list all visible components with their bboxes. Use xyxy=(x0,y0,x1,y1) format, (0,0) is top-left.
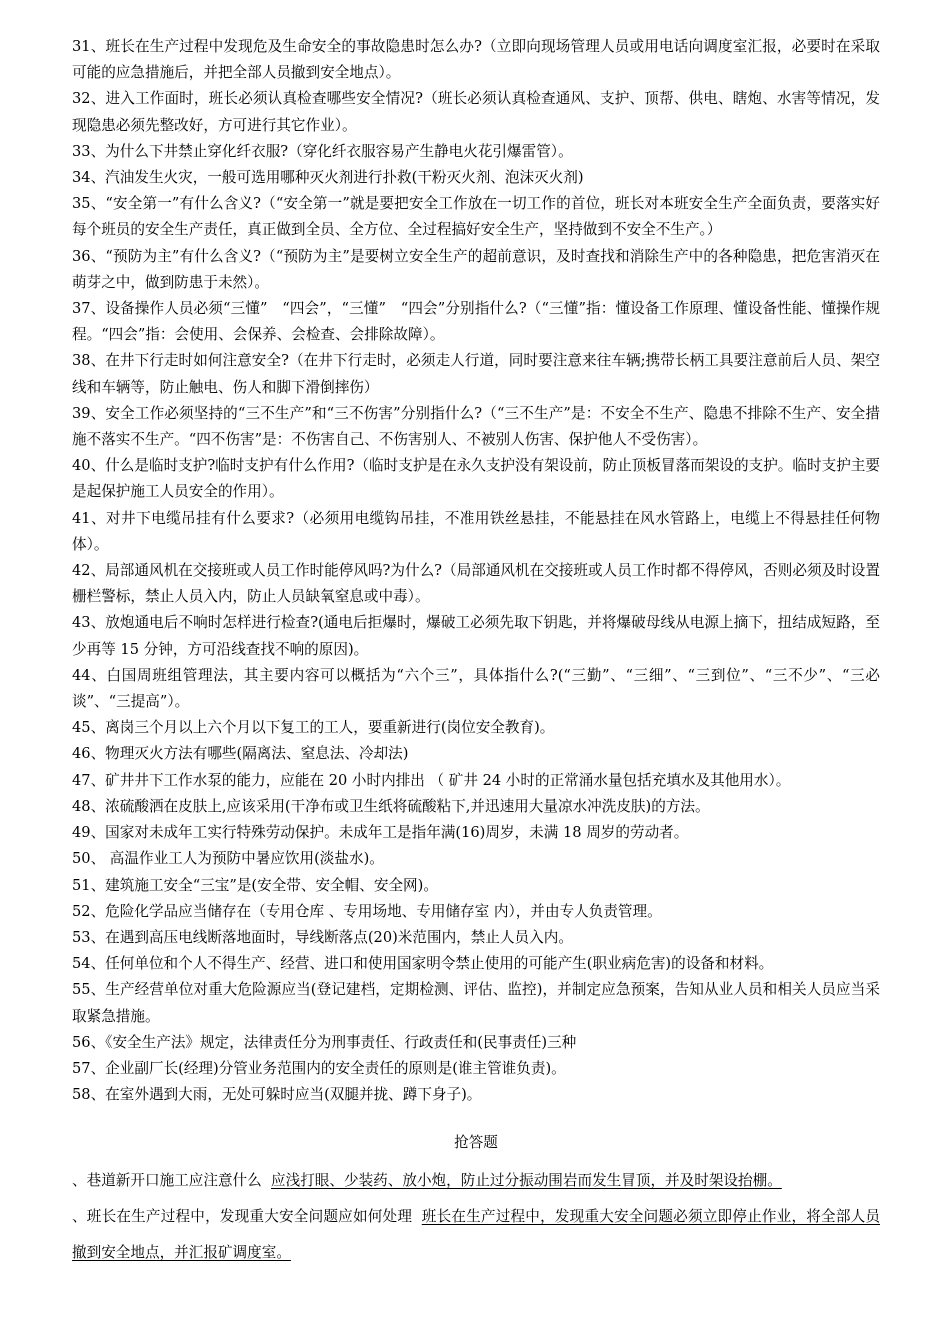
item-51: 51、建筑施工安全“三宝”是(安全带、安全帽、安全网)。 xyxy=(72,876,438,894)
item-42: 42、局部通风机在交接班或人员工作时能停风吗?为什么?（局部通风机在交接班或人员工作时都不得停风，否则必须及时设置栅栏警标，禁止人员入内，防止人员缺氧窒息或中毒）。 xyxy=(72,562,880,606)
quick-question-2 xyxy=(72,1199,880,1271)
item-47: 47、矿井井下工作水泵的能力，应能在 20 小时内排出 （ 矿井 24 小时的正常涌水量包括充填水及其他用水）。 xyxy=(72,771,791,789)
question-text: 、班长在生产过程中，发现重大安全问题应如何处理 xyxy=(72,1207,413,1225)
item-54: 54、任何单位和个人不得生产、经营、进口和使用国家明令禁止使用的可能产生(职业病危害)的设备和材料。 xyxy=(72,955,774,973)
item-50: 50、 高温作业工人为预防中暑应饮用(淡盐水)。 xyxy=(72,850,384,868)
item-32: 32、进入工作面时，班长必须认真检查哪些安全情况?（班长必须认真检查通风、支护、顶帮、供电、瞎炮、水害等情况，发现隐患必须先整改好，方可进行其它作业）。 xyxy=(72,90,880,134)
item-53: 53、在遇到高压电线断落地面时，导线断落点(20)米范围内，禁止人员入内。 xyxy=(72,928,573,946)
item-45: 45、离岗三个月以上六个月以下复工的工人，要重新进行(岗位安全教育)。 xyxy=(72,719,555,737)
section-title: 抢答题 xyxy=(454,1134,498,1152)
item-34: 34、汽油发生火灾，一般可选用哪种灭火剂进行扑救(干粉灭火剂、泡沫灭火剂) xyxy=(72,169,584,187)
question-text: 、巷道新开口施工应注意什么 xyxy=(72,1171,262,1189)
quick-question-1 xyxy=(72,1163,880,1199)
item-49: 49、国家对未成年工实行特殊劳动保护。未成年工是指年满(16)周岁，未满 18 周岁的劳动者。 xyxy=(72,824,689,842)
document-page xyxy=(72,34,880,1271)
item-40: 40、什么是临时支护?临时支护有什么作用?（临时支护是在永久支护没有架设前，防止顶板冒落而架设的支护。临时支护主要是起保护施工人员安全的作用）。 xyxy=(72,457,880,501)
item-33: 33、为什么下井禁止穿化纤衣服?（穿化纤衣服容易产生静电火花引爆雷管）。 xyxy=(72,142,573,160)
item-38: 38、在井下行走时如何注意安全?（在井下行走时，必须走人行道，同时要注意来往车辆;携带长柄工具要注意前后人员、架空线和车辆等，防止触电、伤人和脚下滑倒摔伤） xyxy=(72,352,880,396)
item-52: 52、危险化学品应当储存在（专用仓库 、专用场地、专用储存室 内），并由专人负责管理。 xyxy=(72,902,662,920)
item-35: 35、“安全第一”有什么含义?（“安全第一”就是要把安全工作放在一切工作的首位，班长对本班安全生产全面负责，要落实好每个班员的安全生产责任，真正做到全员、全方位、全过程搞好安全生产，坚持做到不安全不生产。） xyxy=(72,195,880,239)
item-48: 48、浓硫酸洒在皮肤上,应该采用(干净布或卫生纸将硫酸粘下,并迅速用大量凉水冲洗皮肤)的方法。 xyxy=(72,797,710,815)
answer-text: 应浅打眼、少装药、放小炮，防止过分振动围岩而发生冒顶，并及时架设抬棚。 xyxy=(271,1171,782,1189)
item-57: 57、企业副厂长(经理)分管业务范围内的安全责任的原则是(谁主管谁负责)。 xyxy=(72,1059,566,1077)
item-31: 31、班长在生产过程中发现危及生命安全的事故隐患时怎么办?（立即向现场管理人员或用电话向调度室汇报，必要时在采取可能的应急措施后，并把全部人员撤到安全地点）。 xyxy=(72,38,880,82)
item-56: 56、《安全生产法》规定，法律责任分为刑事责任、行政责任和(民事责任)三种 xyxy=(72,1033,577,1051)
item-58: 58、在室外遇到大雨，无处可躲时应当(双腿并拢、蹲下身子)。 xyxy=(72,1086,482,1104)
answer-text: 班长在生产过程中，发现重大安全问题必须立即停止作业，将全部人员撤到安全地点，并汇报矿调度室。 xyxy=(72,1207,880,1261)
item-39: 39、安全工作必须坚持的“三不生产”和“三不伤害”分别指什么?（“三不生产”是：不安全不生产、隐患不排除不生产、安全措施不落实不生产。“四不伤害”是：不伤害自己、不伤害别人、不被别人伤害、保护他人不受伤害）。 xyxy=(72,404,880,449)
item-37: 37、设备操作人员必须“三懂” “四会”，“三懂” “四会”分别指什么?（“三懂”指：懂设备工作原理、懂设备性能、懂操作规程。“四会”指：会使用、会保养、会检查、会排除故障）。 xyxy=(72,300,880,344)
item-41: 41、对井下电缆吊挂有什么要求?（必须用电缆钩吊挂，不准用铁丝悬挂，不能悬挂在风水管路上，电缆上不得悬挂任何物体）。 xyxy=(72,509,880,553)
item-43: 43、放炮通电后不响时怎样进行检查?(通电后拒爆时，爆破工必须先取下钥匙，并将爆破母线从电源上摘下，扭结成短路，至少再等 15 分钟，方可沿线查找不响的原因)。 xyxy=(72,614,880,658)
item-36: 36、“预防为主”有什么含义?（“预防为主”是要树立安全生产的超前意识，及时查找和消除生产中的各种隐患，把危害消灭在萌芽之中，做到防患于未然）。 xyxy=(72,247,880,291)
item-55: 55、生产经营单位对重大危险源应当(登记建档，定期检测、评估、监控)，并制定应急预案，告知从业人员和相关人员应当采取紧急措施。 xyxy=(72,981,880,1025)
item-46: 46、物理灭火方法有哪些(隔离法、窒息法、冷却法) xyxy=(72,745,409,763)
item-44: 44、白国周班组管理法，其主要内容可以概括为“六个三”，具体指什么?(“三勤”、“三细”、“三到位”、“三不少”、“三必谈”、“三提高”）。 xyxy=(72,666,880,711)
